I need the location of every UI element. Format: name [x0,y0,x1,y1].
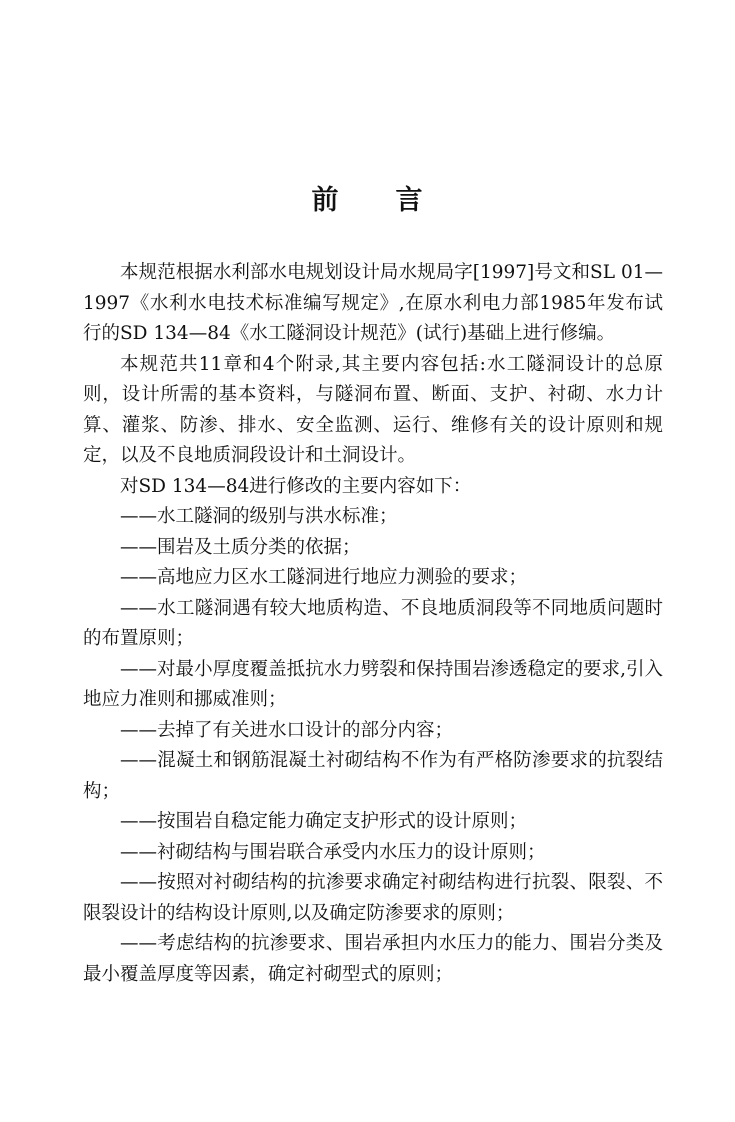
list-item: ——混凝土和钢筋混凝土衬砌结构不作为有严格防渗要求的抗裂结构； [83,750,663,802]
list-item: ——水工隧洞遇有较大地质构造、不良地质洞段等不同地质问题时的布置原则； [83,597,663,649]
list-item: ——按照对衬砌结构的抗渗要求确定衬砌结构进行抗裂、限裂、不限裂设计的结构设计原则,以及确定防渗要求的原则； [83,872,663,924]
list-item: ——围岩及土质分类的依据； [120,536,361,558]
paragraph-changes-lead: 对SD 134—84进行修改的主要内容如下： [120,475,472,497]
list-item: ——衬砌结构与围岩联合承受内水压力的设计原则； [120,841,546,863]
preface-body [83,258,663,990]
title-char-2: 言 [395,185,424,216]
paragraph-contents: 本规范共11章和4个附录,其主要内容包括:水工隧洞设计的总原则，设计所需的基本资料，与隧洞布置、断面、支护、衬砌、水力计算、灌浆、防渗、排水、安全监测、运行、维修有关的设计原则和规定，以及不良地质洞段设计和土洞设计。 [83,353,663,466]
list-item: ——按围岩自稳定能力确定支护形式的设计原则； [120,811,528,832]
page-title [0,178,735,217]
title-char-1: 前 [311,185,340,216]
list-item: ——高地应力区水工隧洞进行地应力测验的要求； [120,567,528,588]
list-item: ——水工隧洞的级别与洪水标准； [120,506,398,527]
paragraph-intro: 本规范根据水利部水电规划设计局水规局字[1997]号文和SL 01—1997《水利水电技术标准编写规定》,在原水利电力部1985年发布试行的SD 134—84《水工隧洞设计规范》(试行)基础上进行修编。 [83,262,663,344]
list-item: ——对最小厚度覆盖抵抗水力劈裂和保持围岩渗透稳定的要求,引入地应力准则和挪威准则； [83,658,663,710]
list-item: ——去掉了有关进水口设计的部分内容； [120,719,454,741]
list-item: ——考虑结构的抗渗要求、围岩承担内水压力的能力、围岩分类及最小覆盖厚度等因素，确定衬砌型式的原则； [83,933,663,985]
